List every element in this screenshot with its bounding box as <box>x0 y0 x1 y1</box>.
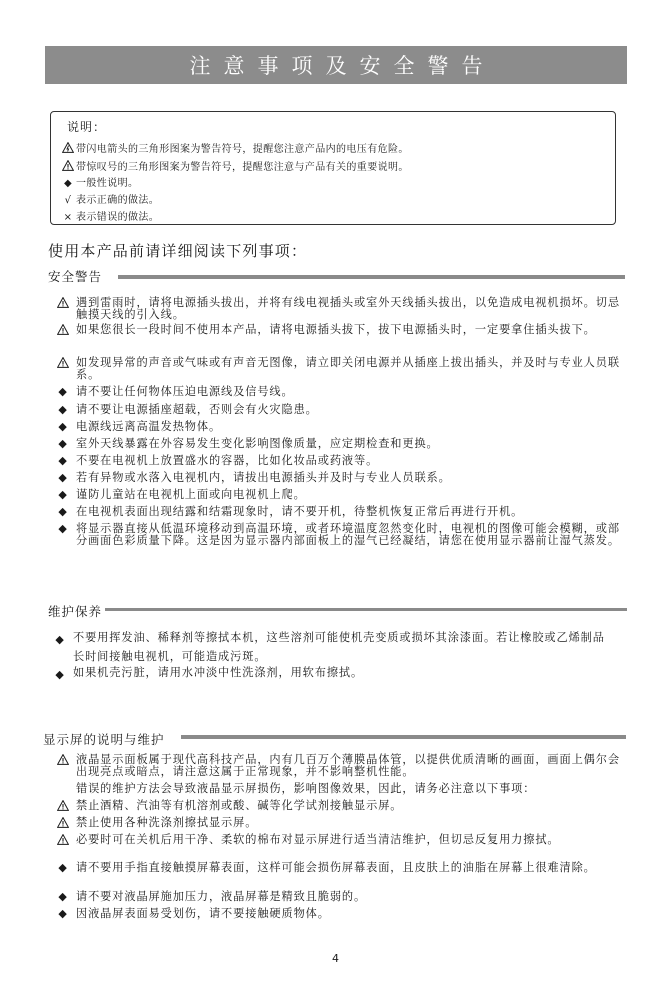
maintenance-item: ◆ 不要用挥发油、稀释剂等擦拭本机，这些溶剂可能使机壳变质或损坏其涂漆面。若让橡胶或乙烯制品长时间接触电视机，可能造成污斑。 <box>73 628 613 666</box>
diamond-bullet-icon: ◆ <box>58 907 68 920</box>
warning-icon <box>56 297 70 310</box>
warning-icon <box>56 357 70 370</box>
warning-icon <box>56 754 70 767</box>
diamond-bullet-icon: ◆ <box>58 385 68 398</box>
legend-line-general: ◆ 一般性说明。 <box>61 174 138 189</box>
legend-line-exclamation: 带惊叹号的三角形图案为警告符号，提醒您注意与产品有关的重要说明。 <box>61 158 409 173</box>
display-item: ◆ 请不要用手指直接触摸屏幕表面，这样可能会损伤屏幕表面，且皮肤上的油脂在屏幕上很难清除。 <box>76 862 621 874</box>
exclamation-warning-icon <box>61 160 75 173</box>
lightning-warning-icon <box>61 142 75 155</box>
diamond-bullet-icon: ◆ <box>63 178 73 189</box>
maintenance-item: ◆ 如果机壳污脏，请用水冲淡中性洗涤剂，用软布擦拭。 <box>73 665 613 681</box>
diamond-bullet-icon: ◆ <box>58 437 68 450</box>
safety-heading: 安全警告 <box>48 269 103 284</box>
safety-item: ◆ 将显示器直接从低温环境移动到高温环境，或者环境温度忽然变化时，电视机的图像可能会模糊，或部分画面色彩质量下降。这是因为显示器内部面板上的湿气已经凝结，请您在使用显示器前让湿气蒸发。 <box>76 523 621 547</box>
read-notice: 使用本产品前请详细阅读下列事项： <box>48 242 308 260</box>
safety-item: ◆ 若有异物或水落入电视机内，请拔出电源插头并及时与专业人员联系。 <box>76 472 621 484</box>
safety-item: ◆ 请不要让电源插座超载，否则会有火灾隐患。 <box>76 404 621 416</box>
check-mark-icon: √ <box>64 195 72 206</box>
diamond-bullet-icon: ◆ <box>58 890 68 903</box>
display-item: ◆ 因液晶屏表面易受划伤，请不要接触硬质物体。 <box>76 908 621 920</box>
safety-item: ◆ 谨防儿童站在电视机上面或向电视机上爬。 <box>76 489 621 501</box>
legend-box <box>50 111 616 225</box>
display-item: 禁止使用各种洗涤剂擦拭显示屏。 <box>76 817 621 829</box>
display-heading: 显示屏的说明与维护 <box>43 732 165 747</box>
legend-line-lightning: 带闪电箭头的三角形图案为警告符号，提醒您注意产品内的电压有危险。 <box>61 140 409 155</box>
legend-line-wrong: × 表示错误的做法。 <box>61 208 159 223</box>
diamond-bullet-icon: ◆ <box>58 403 68 416</box>
diamond-bullet-icon: ◆ <box>58 505 68 518</box>
safety-item: ◆ 电源线远离高温发热物体。 <box>76 421 621 433</box>
display-item: 错误的维护方法会导致液晶显示屏损伤，影响图像效果，因此，请务必注意以下事项： <box>76 782 536 795</box>
warning-icon <box>56 324 70 337</box>
section-divider <box>181 735 626 739</box>
diamond-bullet-icon: ◆ <box>58 488 68 501</box>
maintenance-heading: 维护保养 <box>48 604 103 619</box>
safety-item: ◆ 不要在电视机上放置盛水的容器，比如化妆品或药液等。 <box>76 455 621 467</box>
safety-item: 如发现异常的声音或气味或有声音无图像，请立即关闭电源并从插座上拔出插头，并及时与专业人员联系。 <box>76 357 621 381</box>
warning-icon <box>56 834 70 847</box>
diamond-bullet-icon: ◆ <box>55 668 65 681</box>
diamond-bullet-icon: ◆ <box>55 633 65 646</box>
safety-item: ◆ 室外天线暴露在外容易发生变化影响图像质量，应定期检查和更换。 <box>76 438 621 450</box>
warning-icon <box>56 800 70 813</box>
cross-mark-icon: × <box>63 212 73 223</box>
legend-label: 说明： <box>67 120 107 134</box>
diamond-bullet-icon: ◆ <box>58 471 68 484</box>
safety-item: 如果您很长一段时间不使用本产品，请将电源插头拔下，拔下电源插头时，一定要拿住插头拔下。 <box>76 324 621 336</box>
page-title: 注意事项及安全警告 <box>189 54 496 78</box>
safety-item: 遇到雷雨时，请将电源插头拔出，并将有线电视插头或室外天线插头拔出，以免造成电视机损坏。切忌触摸天线的引入线。 <box>76 297 621 321</box>
diamond-bullet-icon: ◆ <box>58 522 68 535</box>
safety-item: ◆ 请不要让任何物体压迫电源线及信号线。 <box>76 386 621 398</box>
safety-item: ◆ 在电视机表面出现结露和结霜现象时，请不要开机，待整机恢复正常后再进行开机。 <box>76 506 621 518</box>
warning-icon <box>56 817 70 830</box>
section-divider <box>118 275 625 279</box>
diamond-bullet-icon: ◆ <box>58 420 68 433</box>
page-title-banner <box>45 46 627 84</box>
display-item: ◆ 请不要对液晶屏施加压力，液晶屏幕是精致且脆弱的。 <box>76 891 621 903</box>
diamond-bullet-icon: ◆ <box>58 454 68 467</box>
display-item: 禁止酒精、汽油等有机溶剂或酸、碱等化学试剂接触显示屏。 <box>76 800 621 812</box>
display-item: 液晶显示面板属于现代高科技产品，内有几百万个薄膜晶体管，以提供优质清晰的画面，画面上偶尔会出现亮点或暗点，请注意这属于正常现象，并不影响整机性能。 <box>76 754 621 778</box>
display-item: 必要时可在关机后用干净、柔软的棉布对显示屏进行适当清洁维护，但切忌反复用力擦拭。 <box>76 834 621 846</box>
section-divider <box>105 608 627 611</box>
page-number: 4 <box>332 952 339 965</box>
legend-line-correct: √ 表示正确的做法。 <box>61 191 159 206</box>
diamond-bullet-icon: ◆ <box>58 861 68 874</box>
